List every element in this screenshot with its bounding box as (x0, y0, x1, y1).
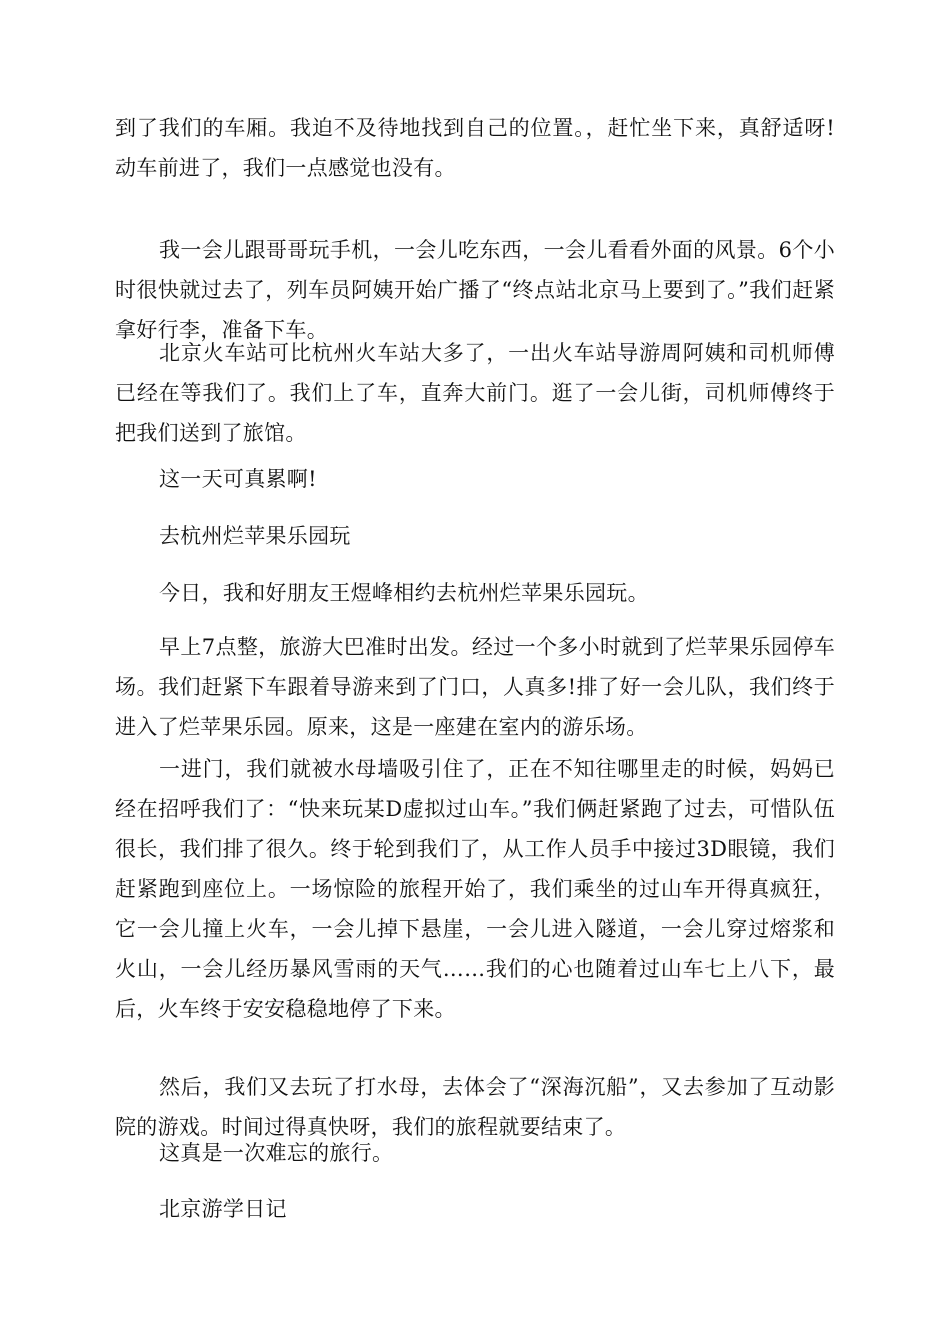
paragraph-arrival-carriage: 到了我们的车厢。我迫不及待地找到自己的位置。，赶忙坐下来，真舒适呀!动车前进了，我们一点感觉也没有。 (115, 116, 835, 180)
paragraph-roller-coaster: 一进门，我们就被水母墙吸引住了，正在不知往哪里走的时候，妈妈已经在招呼我们了：“快来玩某D虚拟过山车。”我们俩赶紧跑了过去，可惜队伍很长，我们排了很久。终于轮到我们了，从工作人员手中接过3D眼镜，我们赶紧跑到座位上。一场惊险的旅程开始了，我们乘坐的过山车开得真疯狂，它一会儿撞上火车，一会儿掉下悬崖，一会儿进入隧道，一会儿穿过熔浆和火山，一会儿经历暴风雪雨的天气……我们的心也随着过山车七上八下，最后，火车终于安安稳稳地停了下来。 (115, 757, 835, 1021)
paragraph-morning-departure: 早上7点整，旅游大巴准时出发。经过一个多小时就到了烂苹果乐园停车场。我们赶紧下车跟着导游来到了门口，人真多!排了好一会儿队，我们终于进入了烂苹果乐园。原来，这是一座建在室内的游乐场。 (115, 635, 835, 739)
paragraph-today-with-friend: 今日，我和好朋友王煜峰相约去杭州烂苹果乐园玩。 (159, 581, 649, 605)
section-heading-beijing-diary: 北京游学日记 (159, 1197, 287, 1221)
paragraph-train-journey: 我一会儿跟哥哥玩手机，一会儿吃东西，一会儿看看外面的风景。6个小时很快就过去了，列车员阿姨开始广播了“终点站北京马上要到了。”我们赶紧拿好行李，准备下车。 (115, 238, 835, 342)
paragraph-memorable-trip: 这真是一次难忘的旅行。 (159, 1141, 394, 1165)
paragraph-tired-day: 这一天可真累啊! (159, 467, 317, 491)
paragraph-beijing-station: 北京火车站可比杭州火车站大多了，一出火车站导游周阿姨和司机师傅已经在等我们了。我们上了车，直奔大前门。逛了一会儿街，司机师傅终于把我们送到了旅馆。 (115, 341, 835, 445)
section-heading-rotten-apple-park: 去杭州烂苹果乐园玩 (159, 524, 351, 548)
paragraph-more-games: 然后，我们又去玩了打水母，去体会了“深海沉船”，又去参加了互动影院的游戏。时间过得真快呀，我们的旅程就要结束了。 (115, 1075, 835, 1139)
